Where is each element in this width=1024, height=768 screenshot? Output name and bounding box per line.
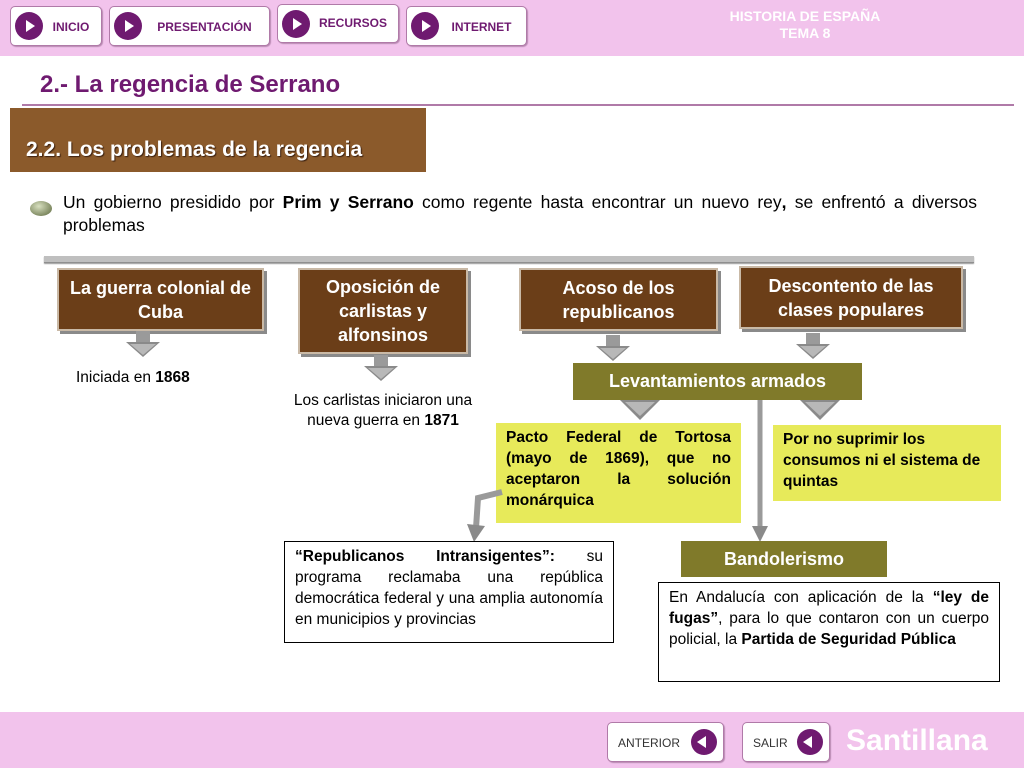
note-cuba-text: Iniciada en bbox=[76, 369, 156, 386]
down-arrow-icon bbox=[596, 335, 630, 363]
bullet-icon bbox=[30, 201, 52, 216]
title-divider bbox=[22, 104, 1014, 106]
note-carlistas bbox=[272, 391, 494, 431]
problem-clases-populares: Descontento de las clases populares bbox=[739, 266, 963, 329]
play-arrow-icon bbox=[282, 10, 310, 38]
note-carlistas-text: Los carlistas iniciaron una nueva guerra en bbox=[293, 392, 473, 429]
section-header bbox=[10, 108, 426, 172]
consumos-box: Por no suprimir los consumos ni el sistema de quintas bbox=[773, 425, 1001, 501]
pacto-federal-box: Pacto Federal de Tortosa (mayo de 1869), que no aceptaron la solución monárquica bbox=[496, 423, 741, 523]
down-arrow-icon bbox=[796, 333, 830, 361]
bandolerismo-box: Bandolerismo bbox=[681, 541, 887, 577]
course-brand bbox=[700, 8, 910, 42]
republicanos-text: su programa reclamaba una república democrática federal y una amplia autonomía en municipios y provincias bbox=[295, 548, 603, 628]
back-arrow-icon bbox=[691, 729, 717, 755]
course-subject: HISTORIA DE ESPAÑA bbox=[729, 8, 881, 24]
salir-label: SALIR bbox=[753, 736, 788, 750]
nav-inicio-label: INICIO bbox=[52, 20, 90, 34]
intro-paragraph bbox=[63, 191, 977, 237]
back-arrow-icon bbox=[797, 729, 823, 755]
nav-internet-label: INTERNET bbox=[451, 20, 512, 34]
course-unit: TEMA 8 bbox=[779, 25, 831, 41]
note-cuba bbox=[76, 368, 190, 388]
nav-recursos-button[interactable] bbox=[277, 4, 399, 43]
problem-carlistas: Oposición de carlistas y alfonsinos bbox=[298, 268, 468, 354]
andalucia-text-2: , para lo que contaron con un cuerpo policial, la bbox=[669, 610, 989, 648]
problem-cuba: La guerra colonial de Cuba bbox=[57, 268, 264, 331]
diagram-divider bbox=[44, 256, 974, 263]
down-arrow-icon bbox=[364, 355, 398, 383]
diagonal-arrow-icon bbox=[800, 400, 840, 422]
intro-text-2: como regente hasta encontrar un nuevo rey bbox=[413, 192, 782, 212]
andalucia-bold-2: Partida de Seguridad Pública bbox=[741, 631, 956, 648]
levantamientos-box: Levantamientos armados bbox=[573, 363, 862, 400]
page-title: 2.- La regencia de Serrano bbox=[40, 71, 341, 98]
problem-republicanos: Acoso de los republicanos bbox=[519, 268, 718, 331]
publisher-logo: Santillana bbox=[846, 724, 988, 757]
section-title: 2.2. Los problemas de la regencia bbox=[26, 138, 363, 161]
andalucia-box bbox=[658, 582, 1000, 682]
republicanos-title: “Republicanos Intransigentes”: bbox=[295, 548, 555, 565]
play-arrow-icon bbox=[411, 12, 439, 40]
andalucia-bold-1: “ley de fugas” bbox=[669, 589, 989, 627]
intro-text-3: se enfrentó a diversos problemas bbox=[63, 192, 977, 235]
note-cuba-year: 1868 bbox=[155, 369, 190, 386]
note-carlistas-year: 1871 bbox=[424, 412, 459, 429]
anterior-button[interactable] bbox=[607, 722, 724, 762]
andalucia-text-1: En Andalucía con aplicación de la bbox=[669, 589, 933, 606]
salir-button[interactable] bbox=[742, 722, 830, 762]
intro-bold-2: , bbox=[781, 192, 787, 212]
intro-bold-1: Prim y Serrano bbox=[282, 192, 414, 212]
nav-recursos-label: RECURSOS bbox=[318, 16, 387, 30]
republicanos-intransigentes-box bbox=[284, 541, 614, 643]
nav-inicio-button[interactable] bbox=[10, 6, 102, 46]
nav-presentacion-button[interactable] bbox=[109, 6, 270, 46]
anterior-label: ANTERIOR bbox=[618, 736, 681, 750]
nav-presentacion-label: PRESENTACIÓN bbox=[157, 20, 252, 34]
diagonal-arrow-icon bbox=[620, 400, 660, 422]
play-arrow-icon bbox=[15, 12, 43, 40]
intro-text-1: Un gobierno presidido por bbox=[63, 192, 283, 212]
down-arrow-icon bbox=[126, 331, 160, 359]
nav-internet-button[interactable] bbox=[406, 6, 527, 46]
play-arrow-icon bbox=[114, 12, 142, 40]
bent-arrow-icon bbox=[458, 488, 504, 544]
